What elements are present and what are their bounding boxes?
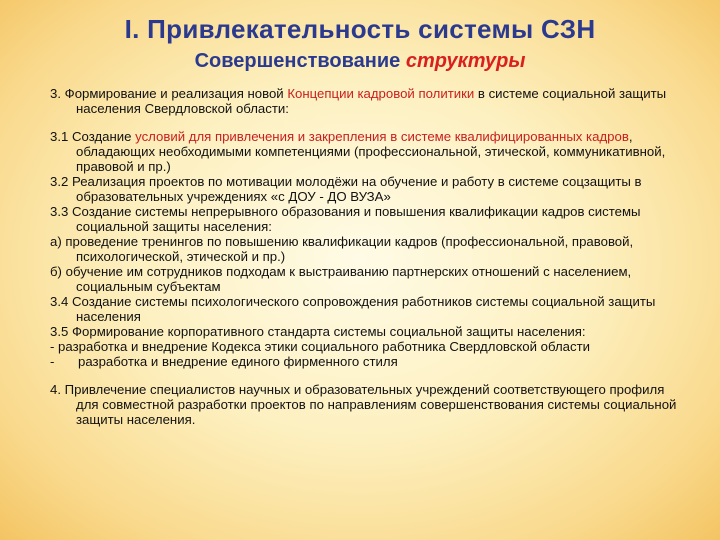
item-3-1-text-a: 3.1 Создание bbox=[50, 129, 136, 144]
item-4: 4. Привлечение специалистов научных и образовательных учреждений соответствующего профиля для совместной разработки проектов по направлениям совершенствования системы социальной защиты населения. bbox=[50, 382, 677, 427]
item-3-1-text-b: , обладающих необходимыми компетенциями (профессиональной, этической, коммуникативной, правовой и пр.) bbox=[76, 129, 666, 174]
item-3-5: 3.5 Формирование корпоративного стандарта системы социальной защиты населения: bbox=[50, 324, 586, 339]
item-3-4: 3.4 Создание системы психологического сопровождения работников системы социальной защиты населения bbox=[50, 294, 656, 324]
slide-title: I. Привлекательность системы СЗН bbox=[124, 14, 596, 44]
spacer bbox=[50, 116, 690, 129]
item-3-text-b: в системе социальной защиты населения Свердловской области: bbox=[76, 86, 667, 116]
item-dash-1: - разработка и внедрение Кодекса этики социального работника Свердловской области bbox=[50, 339, 590, 354]
item-dash-2-text: разработка и внедрение единого фирменного стиля bbox=[78, 354, 398, 369]
slide-body bbox=[50, 86, 690, 427]
item-3-1-highlight: условий для привлечения и закрепления в системе квалифицированных кадров bbox=[135, 129, 629, 144]
slide-subtitle bbox=[0, 50, 720, 73]
item-3-1 bbox=[50, 129, 690, 174]
dash-marker: - bbox=[50, 354, 55, 369]
item-3 bbox=[50, 86, 690, 116]
item-a: а) проведение тренингов по повышению квалификации кадров (профессиональной, правовой, психологической, этической и пр.) bbox=[50, 234, 634, 264]
item-b: б) обучение им сотрудников подходам к выстраиванию партнерских отношений с населением, социальным субъектам bbox=[50, 264, 632, 294]
item-3-3: 3.3 Создание системы непрерывного образования и повышения квалификации кадров системы социальной защиты населения: bbox=[50, 204, 641, 234]
item-3-text-a: 3. Формирование и реализация новой bbox=[50, 86, 288, 101]
item-dash-2 bbox=[50, 354, 690, 369]
spacer bbox=[50, 369, 690, 382]
subtitle-main: Совершенствование bbox=[194, 50, 401, 72]
subtitle-accent: структуры bbox=[405, 50, 526, 72]
item-3-highlight: Концепции кадровой политики bbox=[287, 86, 475, 101]
item-3-2: 3.2 Реализация проектов по мотивации молодёжи на обучение и работу в системе соцзащиты в образовательных учреждениях «с ДОУ - ДО ВУЗА» bbox=[50, 174, 642, 204]
